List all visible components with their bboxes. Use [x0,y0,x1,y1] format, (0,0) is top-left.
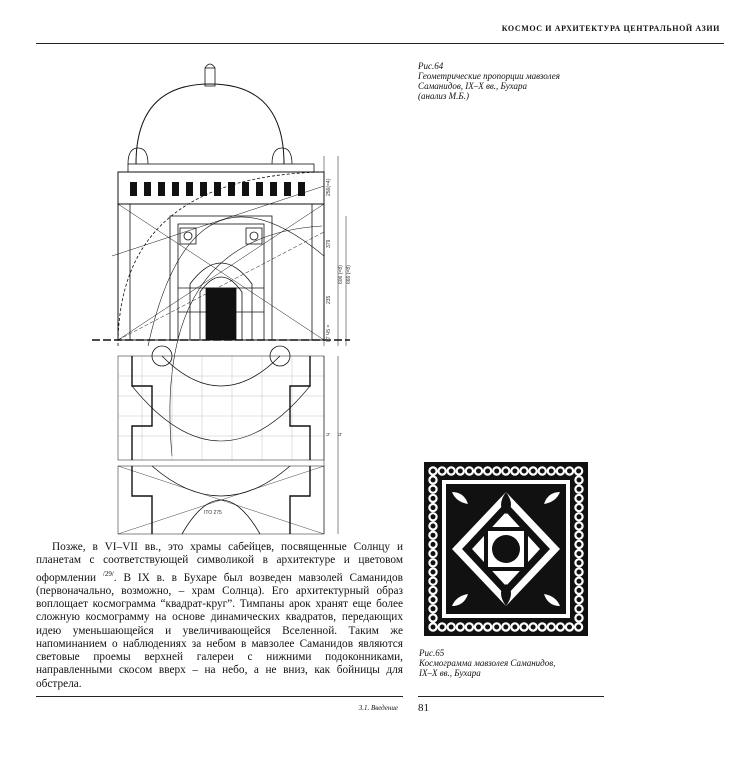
figure-65-caption-line: IX–X вв., Бухара [419,668,481,678]
figure-65-caption-line: Космограмма мавзолея Саманидов, [419,658,556,668]
mausoleum-proportions-drawing [92,56,350,536]
citation-ref: /29/ [102,569,114,578]
figure-65-caption [419,648,619,678]
figure-64-caption [418,61,618,101]
page-number: 81 [418,702,429,714]
figure-64-caption-line: Геометрические пропорции мавзолея [418,71,560,81]
dim-label-8: Ч [338,432,344,436]
body-text-part-1: Позже, в VI–VII вв., это храмы сабейцев, посвященные Солнцу и планетам с соответствующей символикой в архитектуре и цветовом оформлении [36,541,403,584]
body-text-part-2: . В IX в. в Бухаре был возведен мавзолей Саманидов (первоначально, возможно, – храм Солнца). Его архитектурный образ воплощает космограмма “квадрат-круг”. Тимпаны арок хранят еще более сложную космограмму на основе динамических квадратов, передающих идею уменьшающейся и увеличивающейся Вселенной. Таким же напоминанием о наблюдениях за небом в мавзолее Саманидов являются световые проемы верхней галереи с нижними подоконниками, направленными скосом вверх – на небо, а не вниз, как бойницы для обстрела. [36,571,403,690]
cosmogram-image [424,462,588,636]
dim-label-7: Ч [326,432,332,436]
footer-section-label: 3.1. Введение [358,704,398,712]
bottom-rule-left [36,696,403,697]
dim-label-6: 666 (=8) [346,265,352,284]
dim-label-5: 606 (=8) [338,265,344,284]
dim-label-9: IТО 275 [204,510,222,516]
figure-64-caption-line: (анализ М.Б.) [418,91,469,101]
dim-label-2: 379 [326,239,332,248]
dim-label-1: 256(=4) [326,178,332,196]
running-head: КОСМОС И АРХИТЕКТУРА ЦЕНТРАЛЬНОЙ АЗИИ [501,24,720,33]
dim-label-4: 87 Ч5 = [326,324,332,342]
body-paragraph [36,541,403,691]
bottom-rule-right [418,696,604,697]
figure-64-caption-line: Саманидов, IX–X вв., Бухара [418,81,527,91]
top-rule [36,43,724,44]
dim-label-3: 235 [326,295,332,304]
figure-65-number: Рис.65 [419,648,445,658]
figure-64-number: Рис.64 [418,61,444,71]
